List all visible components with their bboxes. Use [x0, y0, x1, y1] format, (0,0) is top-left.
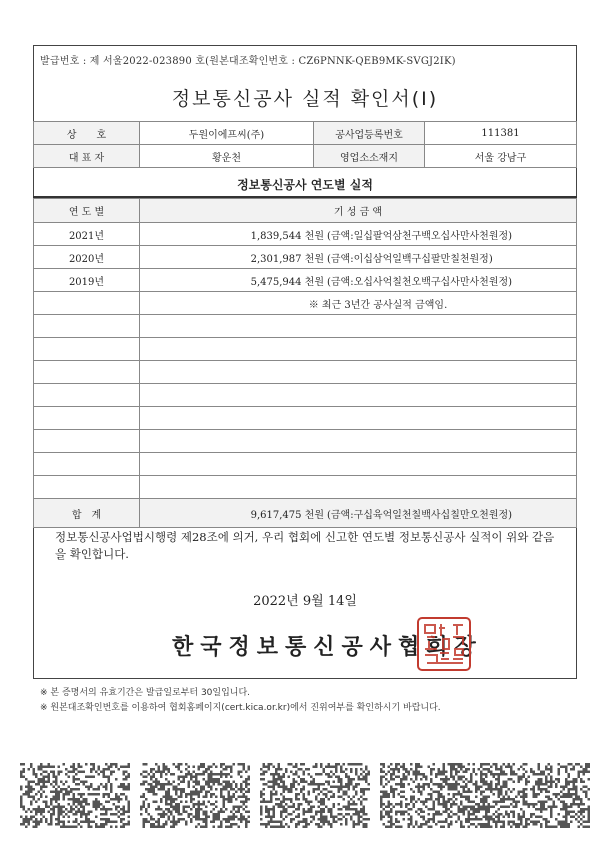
- total-label: 합 계: [34, 499, 140, 528]
- table-row: [34, 338, 577, 361]
- issue-number: 발급번호 : 제 서울2022-023890 호(원본대조확인번호 : CZ6PNNK-QEB9MK-SVGJ2IK): [40, 56, 456, 67]
- address-value: 서울 강남구: [425, 145, 577, 168]
- empty-cell: [140, 315, 577, 338]
- page-title: 정보통신공사 실적 확인서(Ⅰ): [171, 88, 439, 110]
- empty-cell: [140, 338, 577, 361]
- empty-cell: [34, 292, 140, 315]
- 2d-barcode-icon: [260, 763, 370, 828]
- table-row: [34, 430, 577, 453]
- confirmation-statement: 정보통신공사업법시행령 제28조에 의거, 우리 협회에 신고한 연도별 정보통신공사 실적이 위와 같음을 확인합니다.: [55, 530, 555, 561]
- row-amount-korean: (금액:일십팔억삼천구백오십사만사천원정): [327, 230, 513, 242]
- empty-cell: [34, 338, 140, 361]
- table-row: [34, 476, 577, 499]
- row-amount: 1,839,544 천원: [250, 230, 324, 242]
- empty-cell: [140, 361, 577, 384]
- empty-cell: [34, 453, 140, 476]
- row-year: 2019년: [34, 269, 140, 292]
- empty-cell: [34, 407, 140, 430]
- issuer-name: 한국정보통신공사협회장: [172, 634, 483, 660]
- address-label: 영업소소재지: [314, 145, 425, 168]
- row-year: 2020년: [34, 246, 140, 269]
- table-row: [34, 407, 577, 430]
- total-amount-cell: [140, 499, 577, 528]
- seal-pattern-icon: [419, 619, 469, 669]
- footnote-verification: ※ 원본대조확인번호를 이용하여 협회홈페이지(cert.kica.or.kr)에서 진위여부를 확인하시기 바랍니다.: [40, 703, 441, 713]
- company-info-table: [33, 121, 577, 168]
- total-amount: 9,617,475 천원: [250, 509, 324, 521]
- empty-cell: [140, 384, 577, 407]
- total-amount-korean: (금액:구십육억일천칠백사십칠만오천원정): [327, 509, 513, 521]
- table-row: [34, 269, 577, 292]
- total-row: [34, 499, 577, 528]
- company-name-value: 두원이에프씨(주): [140, 122, 314, 145]
- 2d-barcode-icon: [380, 763, 490, 828]
- table-note: ※ 최근 3년간 공사실적 금액임.: [140, 292, 577, 315]
- annual-records-table: [33, 198, 577, 528]
- amount-column-header: 기 성 금 액: [140, 199, 577, 223]
- empty-cell: [140, 407, 577, 430]
- footnotes: [40, 686, 441, 716]
- table-row: [34, 361, 577, 384]
- ceo-label: 대 표 자: [34, 145, 140, 168]
- issue-date: 2022년 9월 14일: [253, 594, 357, 609]
- section-title: 정보통신공사 연도별 실적: [33, 173, 577, 198]
- row-amount-korean: (금액:오십사억칠천오백구십사만사천원정): [327, 276, 513, 288]
- row-amount-cell: [140, 223, 577, 246]
- row-amount: 2,301,987 천원: [250, 253, 324, 265]
- ceo-value: 황운천: [140, 145, 314, 168]
- table-row: [34, 315, 577, 338]
- empty-cell: [34, 430, 140, 453]
- table-row: [34, 246, 577, 269]
- row-amount-cell: [140, 246, 577, 269]
- 2d-barcode-icon: [20, 763, 130, 828]
- table-row: [34, 384, 577, 407]
- 2d-barcode-icon: [480, 763, 590, 828]
- empty-cell: [140, 476, 577, 499]
- registration-number-value: 111381: [425, 122, 577, 145]
- empty-cell: [34, 384, 140, 407]
- row-amount-cell: [140, 269, 577, 292]
- table-row: [34, 292, 577, 315]
- empty-cell: [140, 430, 577, 453]
- official-seal-stamp: [417, 617, 471, 671]
- empty-cell: [34, 361, 140, 384]
- row-year: 2021년: [34, 223, 140, 246]
- empty-cell: [140, 453, 577, 476]
- table-row: [34, 223, 577, 246]
- row-amount: 5,475,944 천원: [250, 276, 324, 288]
- company-name-label: 상 호: [34, 122, 140, 145]
- empty-cell: [34, 476, 140, 499]
- registration-number-label: 공사업등록번호: [314, 122, 425, 145]
- row-amount-korean: (금액:이십삼억일백구십팔만칠천원정): [327, 253, 493, 265]
- footnote-validity: ※ 본 증명서의 유효기간은 발급일로부터 30일입니다.: [40, 688, 251, 698]
- table-row: [34, 453, 577, 476]
- 2d-barcode-icon: [140, 763, 250, 828]
- year-column-header: 연 도 별: [34, 199, 140, 223]
- empty-cell: [34, 315, 140, 338]
